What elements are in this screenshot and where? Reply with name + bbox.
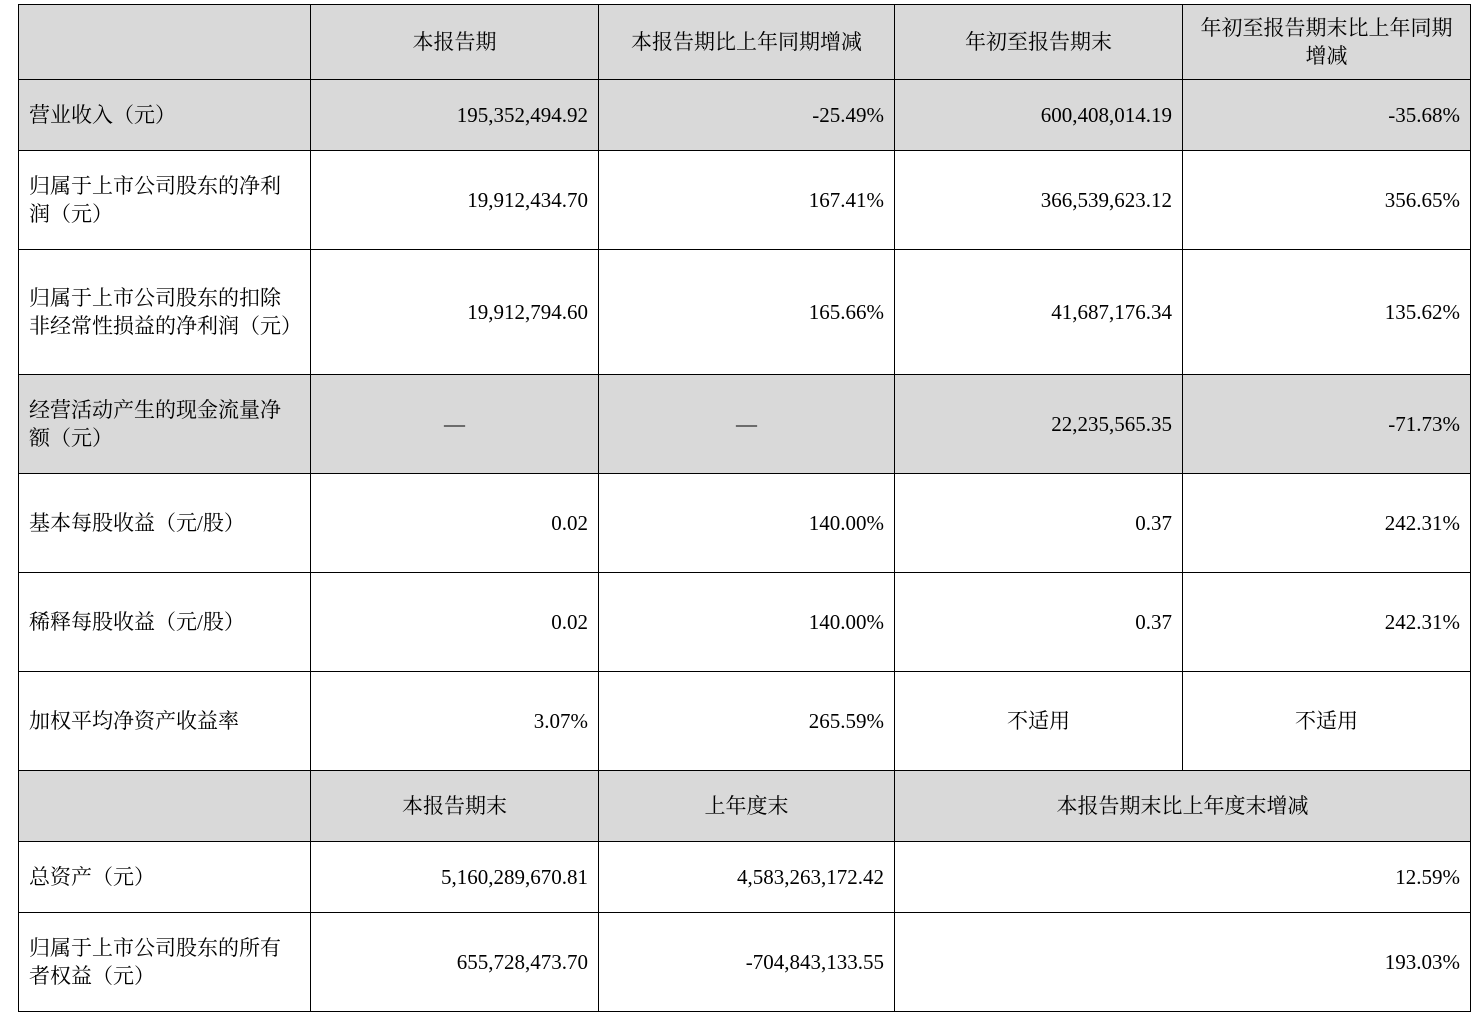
table-row <box>19 250 1471 375</box>
row-label-total-assets: 总资产（元） <box>19 842 311 913</box>
cell-cashflow-ytd: 22,235,565.35 <box>895 375 1183 474</box>
cell-revenue-current-yoy: -25.49% <box>599 80 895 151</box>
row-label-weighted-roe: 加权平均净资产收益率 <box>19 672 311 771</box>
table-row <box>19 375 1471 474</box>
table-row <box>19 573 1471 672</box>
header-cell-ytd: 年初至报告期末 <box>895 5 1183 80</box>
table-row <box>19 672 1471 771</box>
header-cell-prior-year-end: 上年度末 <box>599 771 895 842</box>
table-row <box>19 80 1471 151</box>
header-cell-current-period-yoy: 本报告期比上年同期增减 <box>599 5 895 80</box>
financial-summary-table <box>18 4 1471 1012</box>
cell-net-profit-excl-current: 19,912,794.60 <box>311 250 599 375</box>
cell-roe-ytd-yoy: 不适用 <box>1183 672 1471 771</box>
cell-cashflow-current-yoy: — <box>599 375 895 474</box>
cell-net-profit-ytd-yoy: 356.65% <box>1183 151 1471 250</box>
row-label-net-profit: 归属于上市公司股东的净利润（元） <box>19 151 311 250</box>
cell-equity-prior-year-end: -704,843,133.55 <box>599 913 895 1012</box>
cell-total-assets-change: 12.59% <box>895 842 1471 913</box>
table-row <box>19 151 1471 250</box>
row-label-basic-eps: 基本每股收益（元/股） <box>19 474 311 573</box>
cell-diluted-eps-current: 0.02 <box>311 573 599 672</box>
header-cell-blank <box>19 5 311 80</box>
cell-diluted-eps-ytd: 0.37 <box>895 573 1183 672</box>
cell-basic-eps-current-yoy: 140.00% <box>599 474 895 573</box>
table-row <box>19 474 1471 573</box>
cell-equity-period-end: 655,728,473.70 <box>311 913 599 1012</box>
row-label-diluted-eps: 稀释每股收益（元/股） <box>19 573 311 672</box>
table-row <box>19 842 1471 913</box>
row-label-net-profit-excl-nonrecurring: 归属于上市公司股东的扣除非经常性损益的净利润（元） <box>19 250 311 375</box>
cell-equity-change: 193.03% <box>895 913 1471 1012</box>
cell-diluted-eps-current-yoy: 140.00% <box>599 573 895 672</box>
cell-basic-eps-ytd: 0.37 <box>895 474 1183 573</box>
header-cell-ytd-yoy: 年初至报告期末比上年同期增减 <box>1183 5 1471 80</box>
cell-roe-ytd: 不适用 <box>895 672 1183 771</box>
cell-revenue-ytd-yoy: -35.68% <box>1183 80 1471 151</box>
cell-cashflow-current: — <box>311 375 599 474</box>
cell-diluted-eps-ytd-yoy: 242.31% <box>1183 573 1471 672</box>
cell-revenue-ytd: 600,408,014.19 <box>895 80 1183 151</box>
cell-net-profit-ytd: 366,539,623.12 <box>895 151 1183 250</box>
header-cell-period-end-change: 本报告期末比上年度末增减 <box>895 771 1471 842</box>
table-header-row-balance <box>19 771 1471 842</box>
cell-total-assets-period-end: 5,160,289,670.81 <box>311 842 599 913</box>
header-cell-blank-2 <box>19 771 311 842</box>
table-header-row-period <box>19 5 1471 80</box>
header-cell-current-period: 本报告期 <box>311 5 599 80</box>
table-row <box>19 913 1471 1012</box>
cell-total-assets-prior-year-end: 4,583,263,172.42 <box>599 842 895 913</box>
cell-cashflow-ytd-yoy: -71.73% <box>1183 375 1471 474</box>
row-label-equity-attributable: 归属于上市公司股东的所有者权益（元） <box>19 913 311 1012</box>
cell-roe-current-yoy: 265.59% <box>599 672 895 771</box>
cell-net-profit-excl-ytd: 41,687,176.34 <box>895 250 1183 375</box>
cell-revenue-current: 195,352,494.92 <box>311 80 599 151</box>
cell-roe-current: 3.07% <box>311 672 599 771</box>
cell-basic-eps-current: 0.02 <box>311 474 599 573</box>
cell-basic-eps-ytd-yoy: 242.31% <box>1183 474 1471 573</box>
row-label-revenue: 营业收入（元） <box>19 80 311 151</box>
row-label-operating-cashflow: 经营活动产生的现金流量净额（元） <box>19 375 311 474</box>
cell-net-profit-excl-current-yoy: 165.66% <box>599 250 895 375</box>
cell-net-profit-current: 19,912,434.70 <box>311 151 599 250</box>
cell-net-profit-excl-ytd-yoy: 135.62% <box>1183 250 1471 375</box>
cell-net-profit-current-yoy: 167.41% <box>599 151 895 250</box>
header-cell-period-end: 本报告期末 <box>311 771 599 842</box>
